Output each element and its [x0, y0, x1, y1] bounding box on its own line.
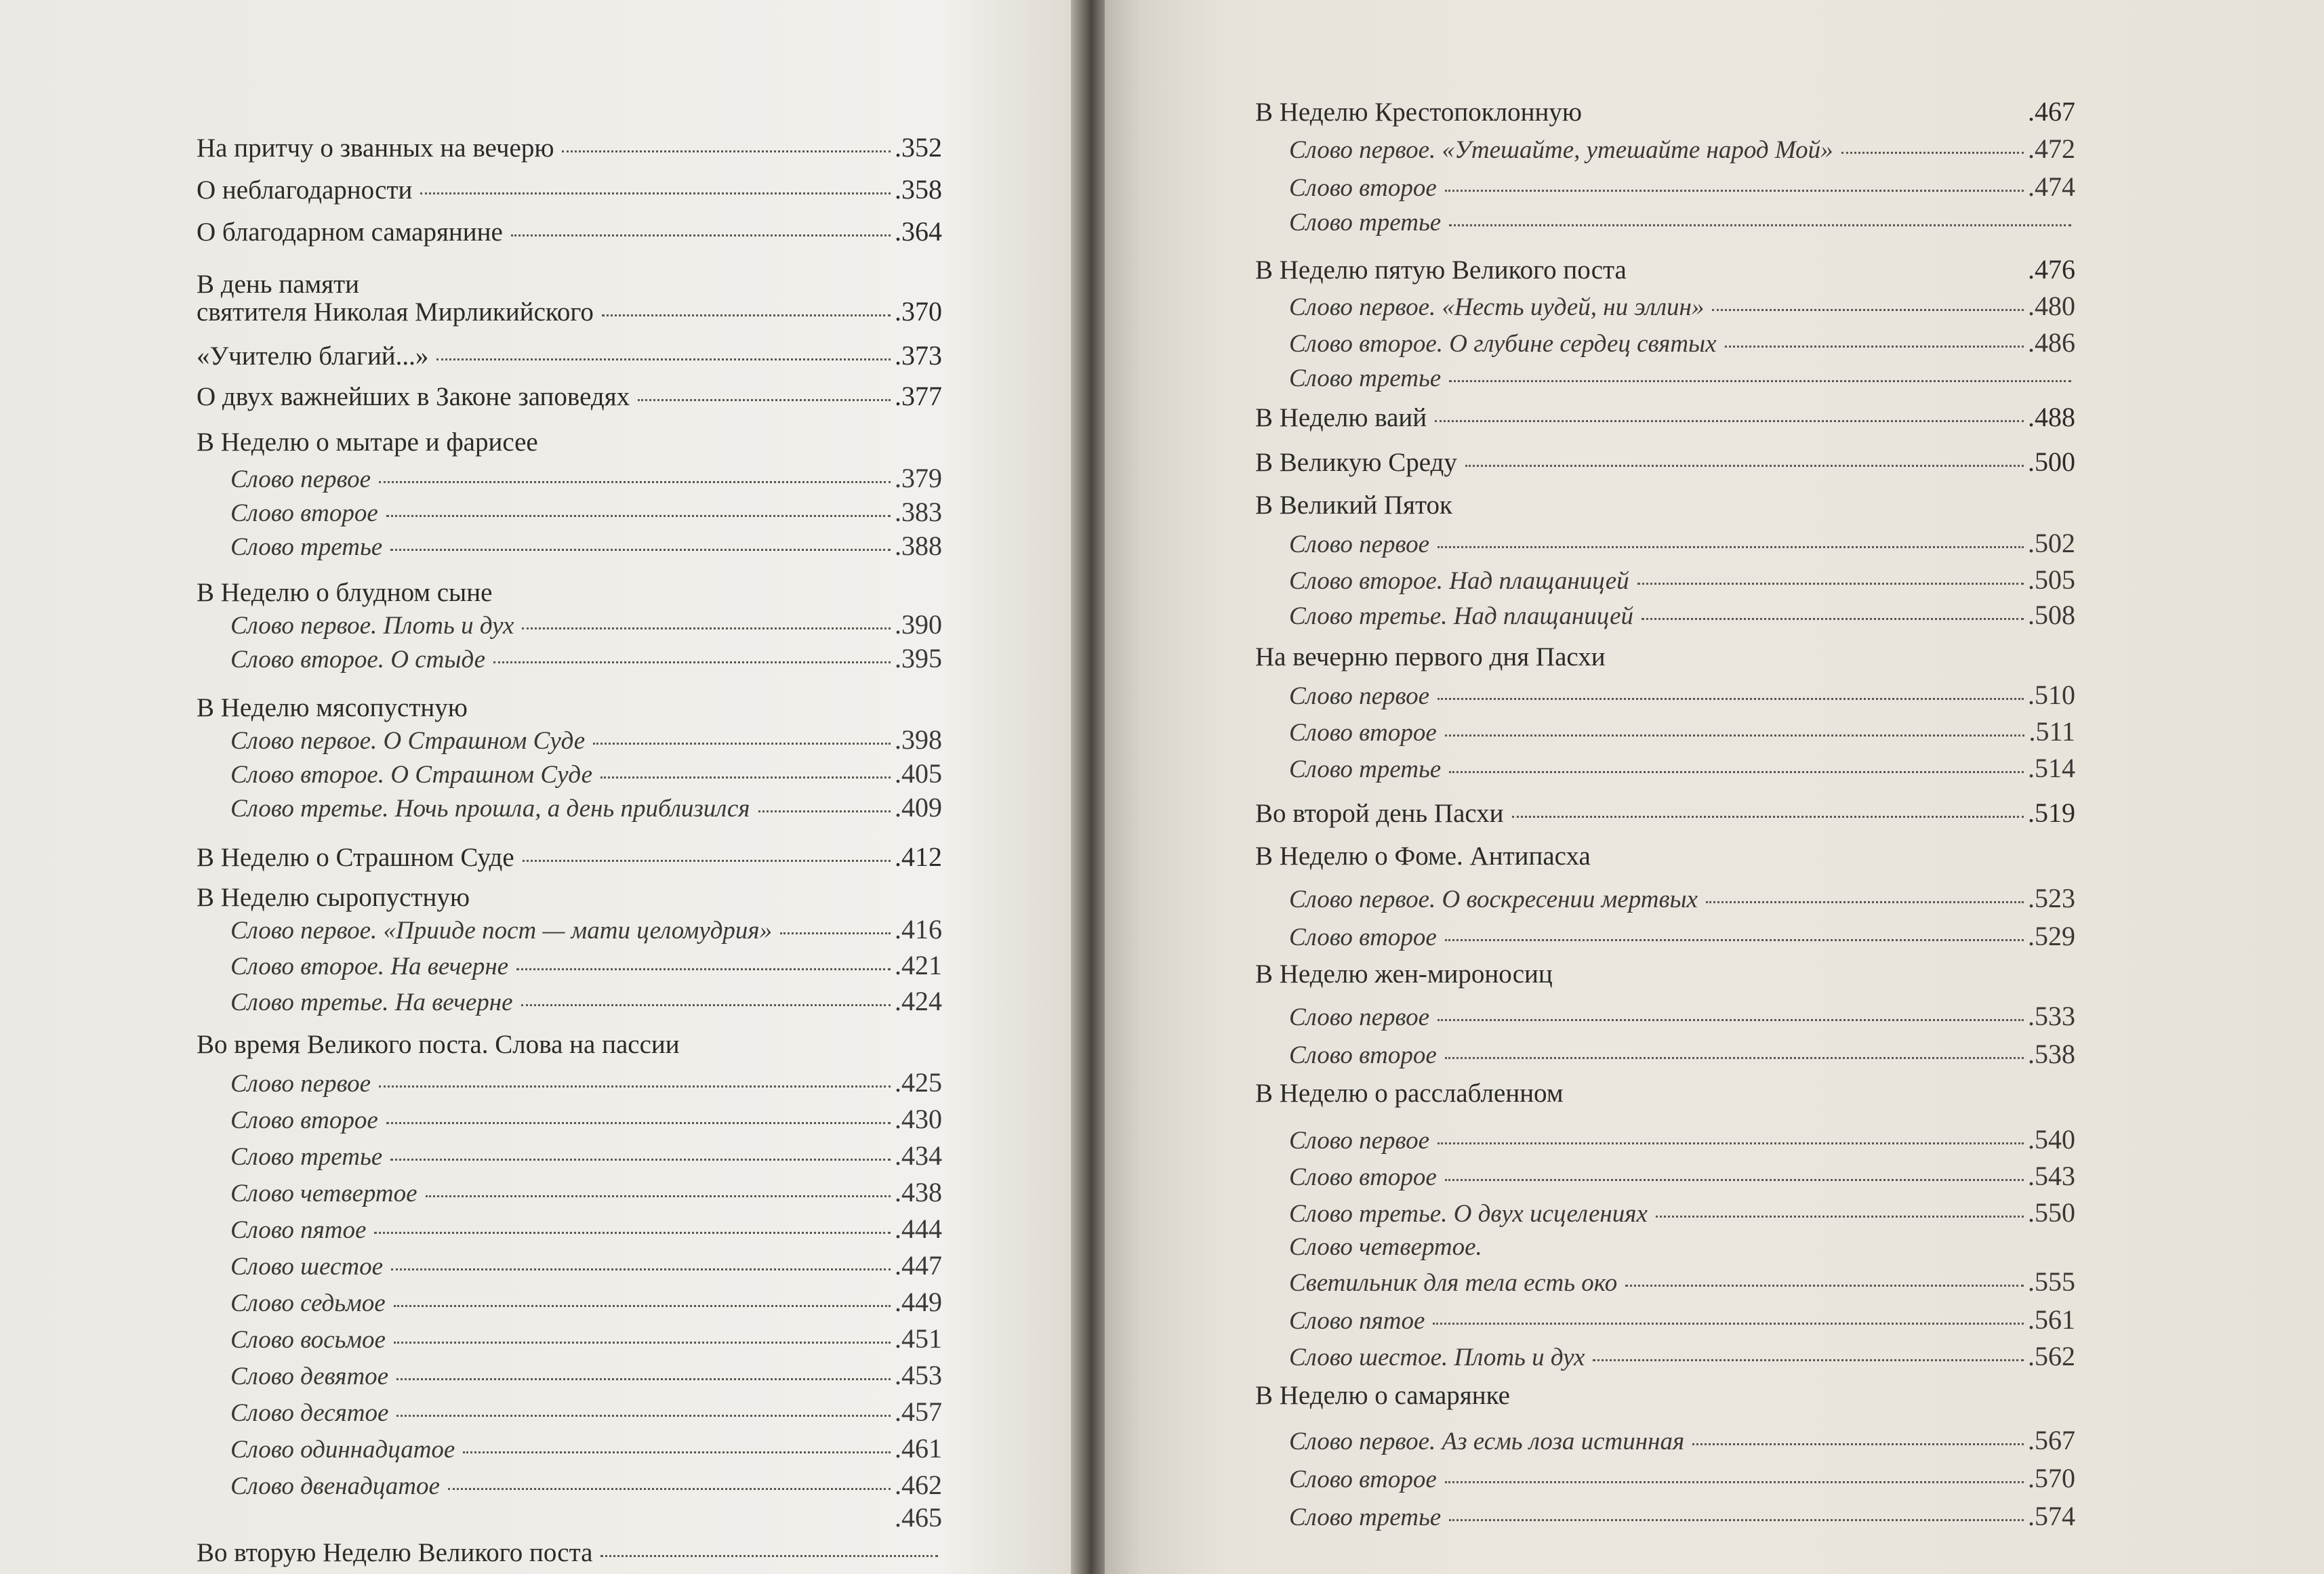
toc-entry-page: .388	[895, 531, 942, 561]
toc-entry-title: В Неделю пятую Великого поста	[1255, 255, 1627, 285]
toc-entry-page: .424	[895, 986, 942, 1016]
toc-entry-page: .352	[895, 132, 942, 163]
toc-entry-page: .540	[2028, 1124, 2075, 1155]
toc-subentry	[1289, 923, 2075, 950]
toc-entry-title: Слово первое	[1289, 682, 1430, 710]
toc-subentry	[1289, 293, 2075, 320]
toc-subentry	[1289, 329, 2075, 356]
leader-dots	[1692, 1443, 2024, 1445]
toc-entry-title: О благодарном самарянине	[197, 218, 503, 247]
toc-entry-title: Слово второе	[1289, 924, 1437, 951]
toc-entry-title: В Великую Среду	[1255, 448, 1457, 477]
toc-entry-title: Слово третье	[1289, 365, 1442, 392]
toc-entry-page: .550	[2028, 1197, 2075, 1228]
toc-entry	[197, 176, 942, 203]
toc-entry-title: Слово второе. Над плащаницей	[1289, 567, 1629, 595]
toc-entry-page: .486	[2028, 327, 2075, 358]
leader-dots	[562, 150, 891, 152]
leader-dots	[1445, 1481, 2024, 1483]
toc-entry-page: .425	[895, 1067, 942, 1098]
toc-entry-title: Слово второе	[1289, 719, 1437, 747]
toc-entry-page: .358	[895, 174, 942, 205]
toc-entry-heading	[197, 579, 942, 606]
toc-entry	[1255, 404, 2075, 431]
toc-entry-page: .390	[895, 609, 942, 640]
toc-subentry	[1289, 133, 2075, 164]
toc-entry-heading	[197, 271, 942, 297]
toc-entry	[197, 1539, 942, 1566]
toc-entry-page: .438	[895, 1177, 942, 1207]
toc-subentry	[1289, 602, 2075, 629]
book-gutter	[1071, 0, 1105, 1574]
leader-dots	[1512, 816, 2024, 818]
toc-entry-title: Слово первое. Аз есмь лоза истинная	[1289, 1428, 1685, 1455]
toc-entry-page: .567	[2028, 1425, 2075, 1455]
leader-dots	[1445, 939, 2024, 941]
toc-subentry	[1289, 1041, 2075, 1068]
toc-entry-page: .488	[2028, 402, 2075, 432]
leader-dots	[522, 627, 891, 629]
toc-entry-heading	[1255, 1382, 2075, 1409]
leader-dots	[602, 314, 891, 316]
toc-entry-title: Слово второе	[230, 1106, 378, 1134]
toc-entry	[1255, 256, 2075, 283]
toc-subentry	[230, 1106, 942, 1133]
toc-entry-page: .373	[895, 340, 942, 371]
toc-subentry	[1289, 366, 2075, 391]
toc-entry	[197, 134, 942, 161]
toc-subentry	[1289, 1268, 2075, 1296]
leader-dots	[391, 1268, 891, 1270]
toc-subentry	[1289, 1003, 2075, 1030]
leader-dots	[420, 192, 891, 194]
toc-subentry	[1289, 210, 2075, 235]
toc-entry-title: Слово четвертое	[230, 1180, 417, 1207]
toc-entry-title: Слово третье. На вечерне	[230, 989, 513, 1016]
toc-subentry	[230, 988, 942, 1015]
toc-entry-page: .465	[895, 1502, 942, 1533]
toc-subentry	[230, 1216, 942, 1243]
toc-subentry	[1289, 885, 2075, 912]
toc-subentry	[230, 1325, 942, 1352]
toc-entry-page: .519	[2028, 798, 2075, 828]
toc-subentry	[230, 1179, 942, 1206]
toc-entry-heading	[1255, 843, 2075, 869]
toc-entry-page: .561	[2028, 1304, 2075, 1335]
toc-subentry	[230, 1504, 942, 1531]
toc-entry-title: Слово второе. О Страшном Суде	[230, 761, 593, 789]
toc-subentry	[1289, 530, 2075, 557]
toc-entry-page: .412	[895, 842, 942, 872]
toc-entry-page: .538	[2028, 1039, 2075, 1069]
toc-entry-title: Слово третье	[1289, 1504, 1442, 1531]
toc-entry-title: Во второй день Пасхи	[1255, 799, 1504, 828]
toc-entry-title: В Неделю о самарянке	[1255, 1381, 1510, 1410]
toc-entry-title: Слово первое	[1289, 1003, 1430, 1031]
leader-dots	[516, 968, 891, 970]
toc-entry-page: .409	[895, 792, 942, 823]
toc-entry-title: О двух важнейших в Законе заповедях	[197, 382, 630, 411]
toc-entry-page: .453	[895, 1360, 942, 1390]
toc-entry-page: .543	[2028, 1161, 2075, 1191]
toc-entry-title: Слово первое. «Несть иудей, ни эллин»	[1289, 293, 1705, 321]
toc-entry-heading	[197, 1031, 942, 1058]
toc-entry-page: .514	[2028, 753, 2075, 783]
toc-entry-heading	[197, 884, 942, 911]
toc-subentry	[1289, 173, 2075, 201]
toc-entry-title: Слово первое. «Прииде пост — мати целомудрия»	[230, 917, 773, 945]
leader-dots	[1642, 618, 2024, 620]
toc-subentry	[1289, 718, 2075, 745]
leader-dots	[448, 1488, 891, 1490]
toc-entry-title: Слово второе	[1289, 1163, 1437, 1191]
toc-entry-page: .447	[895, 1250, 942, 1281]
toc-subentry	[230, 465, 942, 492]
toc-subentry	[1289, 1163, 2075, 1190]
leader-dots	[600, 776, 891, 779]
toc-entry	[197, 844, 942, 871]
toc-subentry	[230, 1142, 942, 1169]
toc-entry-title: Слово второе	[230, 499, 378, 527]
toc-entry-page: .461	[895, 1433, 942, 1464]
leader-dots	[1445, 1057, 2024, 1059]
toc-entry-page: .562	[2028, 1341, 2075, 1371]
toc-entry-title: Слово первое. О воскресении мертвых	[1289, 886, 1698, 913]
toc-entry-page: .434	[895, 1140, 942, 1171]
leader-dots	[758, 810, 891, 812]
leader-dots	[523, 860, 891, 862]
toc-entry	[1255, 449, 2075, 476]
leader-dots	[1438, 698, 2024, 700]
toc-entry-page: .451	[895, 1323, 942, 1354]
toc-entry-page: .405	[895, 758, 942, 789]
leader-dots	[1445, 1179, 2024, 1181]
toc-entry-page: .533	[2028, 1001, 2075, 1031]
toc-entry-page: .476	[2028, 254, 2075, 285]
toc-subentry	[230, 794, 942, 821]
toc-entry-title: Слово первое	[230, 1070, 371, 1098]
toc-entry-title-line2: святителя Николая Мирликийского	[197, 297, 594, 327]
toc-subentry	[1289, 682, 2075, 709]
toc-subentry	[230, 1289, 942, 1316]
toc-subentry	[230, 952, 942, 979]
toc-entry	[1255, 98, 2075, 125]
leader-dots	[521, 1004, 891, 1006]
leader-dots	[1706, 901, 2024, 903]
toc-subentry	[230, 1069, 942, 1096]
toc-entry-title: «Учителю благий...»	[197, 341, 429, 371]
leader-dots	[1841, 152, 2024, 154]
toc-subentry	[230, 499, 942, 526]
leader-dots	[1445, 734, 2025, 737]
toc-entry-title: Слово первое. Плоть и дух	[230, 612, 514, 640]
leader-dots	[1433, 1323, 2024, 1325]
toc-entry-title: Слово пятое	[230, 1216, 367, 1244]
toc-entry-title: Слово третье	[1289, 755, 1442, 783]
toc-entry-title: В Великий Пяток	[1255, 491, 1452, 520]
toc-entry-title: Слово девятое	[230, 1363, 389, 1390]
toc-entry-title: В Неделю о расслабленном	[1255, 1079, 1564, 1108]
leader-dots	[463, 1451, 891, 1453]
toc-subentry	[1289, 1199, 2075, 1226]
toc-subentry	[1289, 1465, 2075, 1492]
leader-dots	[1465, 465, 2024, 467]
toc-entry-title: На вечерню первого дня Пасхи	[1255, 642, 1606, 671]
toc-entry-page: .474	[2028, 171, 2075, 202]
toc-entry	[197, 218, 942, 245]
toc-entry-title: В Неделю сыропустную	[197, 883, 470, 912]
leader-dots	[638, 399, 891, 401]
toc-entry-title: Слово второе	[1289, 174, 1437, 202]
leader-dots	[600, 1555, 938, 1557]
leader-dots	[394, 1305, 891, 1307]
toc-entry-heading	[1255, 492, 2075, 518]
leader-dots	[1637, 583, 2024, 585]
toc-entry-page: .574	[2028, 1501, 2075, 1531]
leader-dots	[1656, 1216, 2024, 1218]
toc-entry-heading	[197, 695, 942, 721]
toc-entry-heading	[1255, 644, 2075, 670]
toc-entry-page: .395	[895, 643, 942, 674]
toc-entry-page: .529	[2028, 921, 2075, 951]
toc-entry-page: .377	[895, 381, 942, 411]
toc-subentry	[230, 916, 942, 943]
leader-dots	[493, 661, 891, 663]
toc-subentry	[230, 1472, 942, 1499]
toc-subentry	[230, 1362, 942, 1389]
toc-entry-title: Во время Великого поста. Слова на пассии	[197, 1030, 680, 1059]
toc-subentry	[230, 760, 942, 787]
toc-entry-heading	[197, 429, 942, 455]
leader-dots	[394, 1342, 891, 1344]
toc-subentry	[230, 645, 942, 672]
toc-entry-title: Слово второе. О стыде	[230, 646, 486, 674]
toc-entry-page: .398	[895, 724, 942, 755]
leader-dots	[1438, 1142, 2024, 1144]
toc-entry-title: В Неделю о Страшном Суде	[197, 843, 514, 872]
toc-entry-page: .462	[895, 1470, 942, 1500]
toc-entry-title: Слово первое	[1289, 1127, 1430, 1155]
toc-entry-page: .430	[895, 1104, 942, 1134]
toc-entry-title: Слово третье. О двух исцелениях	[1289, 1200, 1648, 1228]
toc-entry-page: .364	[895, 216, 942, 247]
toc-subentry	[230, 726, 942, 753]
toc-entry-title-line2: Светильник для тела есть око	[1289, 1269, 1618, 1297]
toc-entry-page: .472	[2028, 133, 2075, 164]
leader-dots	[1449, 380, 2071, 382]
toc-entry-title: Слово шестое	[230, 1253, 384, 1281]
toc-entry-title: В Неделю о мытаре и фарисее	[197, 428, 538, 457]
toc-subentry	[1289, 1427, 2075, 1454]
toc-entry-title: Слово одиннадцатое	[230, 1436, 455, 1464]
toc-entry-title: О неблагодарности	[197, 175, 413, 205]
leader-dots	[374, 1232, 891, 1234]
toc-entry-title: Слово четвертое.	[1289, 1233, 1482, 1261]
toc-entry-title: Слово третье	[230, 1143, 383, 1171]
leader-dots	[1445, 190, 2024, 192]
toc-entry-page: .467	[2028, 96, 2075, 127]
toc-subentry	[230, 611, 942, 638]
toc-entry-title: Слово третье	[230, 533, 383, 561]
leader-dots	[379, 481, 891, 483]
left-page	[0, 0, 1071, 1574]
toc-entry-title: Слово второе. О глубине сердец святых	[1289, 330, 1717, 358]
leader-dots	[379, 1085, 891, 1088]
toc-entry-heading	[1255, 961, 2075, 987]
toc-entry-title: Слово пятое	[1289, 1307, 1425, 1335]
leader-dots	[1593, 1359, 2024, 1361]
leader-dots	[1449, 1519, 2024, 1521]
toc-entry-page: .508	[2028, 600, 2075, 630]
leader-dots	[1712, 309, 2024, 311]
toc-entry-title: В Неделю ваий	[1255, 403, 1427, 432]
toc-entry-page: .444	[895, 1214, 942, 1244]
toc-entry-title: Слово первое. О Страшном Суде	[230, 727, 586, 755]
toc-entry-title: Слово второе. На вечерне	[230, 953, 509, 980]
leader-dots	[386, 515, 891, 517]
leader-dots	[511, 234, 891, 236]
toc-entry-title: В Неделю о блудном сыне	[197, 578, 493, 607]
toc-entry-title: Слово десятое	[230, 1399, 389, 1427]
leader-dots	[1449, 224, 2071, 226]
toc-entry-title: На притчу о званных на вечерю	[197, 133, 554, 163]
toc-entry-heading	[1289, 1235, 2075, 1260]
toc-entry-page: .416	[895, 914, 942, 945]
toc-entry-title: Слово второе	[1289, 1041, 1437, 1069]
toc-entry	[197, 342, 942, 369]
toc-entry-title: Слово второе	[1289, 1466, 1437, 1493]
leader-dots	[1725, 346, 2024, 348]
toc-entry-page: .370	[895, 296, 942, 327]
leader-dots	[390, 549, 891, 551]
toc-entry-page: .555	[2028, 1266, 2075, 1297]
toc-entry-heading	[1255, 1080, 2075, 1106]
toc-entry-title: Слово двенадцатое	[230, 1472, 440, 1500]
toc-entry-title: Слово восьмое	[230, 1326, 386, 1354]
leader-dots	[386, 1122, 891, 1124]
toc-entry-title: Во вторую Неделю Великого поста	[197, 1538, 593, 1567]
leader-dots	[780, 932, 891, 934]
toc-entry-title: Слово третье	[1289, 209, 1442, 236]
leader-dots	[396, 1415, 891, 1417]
toc-entry	[1255, 800, 2075, 827]
toc-entry-title: Слово шестое. Плоть и дух	[1289, 1344, 1585, 1371]
leader-dots	[436, 358, 891, 360]
toc-entry-page: .457	[895, 1396, 942, 1427]
toc-subentry	[1289, 1126, 2075, 1153]
toc-entry-page: .383	[895, 497, 942, 527]
leader-dots	[1435, 420, 2024, 422]
toc-entry-title: В день памяти	[197, 270, 360, 299]
leader-dots	[1449, 771, 2024, 773]
toc-entry-title: Слово первое	[1289, 531, 1430, 558]
leader-dots	[1438, 546, 2024, 548]
toc-subentry	[1289, 755, 2075, 782]
toc-entry-title: В Неделю Крестопоклонную	[1255, 98, 1583, 127]
toc-entry-title: Слово третье. Над плащаницей	[1289, 602, 1634, 630]
toc-subentry	[1289, 566, 2075, 594]
toc-entry-page: .511	[2029, 716, 2075, 747]
leader-dots	[593, 743, 891, 745]
toc-entry-page: .570	[2028, 1463, 2075, 1493]
toc-entry-title: В Неделю жен-мироносиц	[1255, 959, 1553, 989]
toc-entry-page: .500	[2028, 447, 2075, 477]
toc-subentry	[230, 1435, 942, 1462]
toc-entry-title: Слово седьмое	[230, 1289, 386, 1317]
toc-subentry	[1289, 1343, 2075, 1370]
toc-entry-page: .379	[895, 463, 942, 493]
toc-subentry	[230, 1252, 942, 1279]
toc-entry	[197, 383, 942, 410]
toc-subentry	[1289, 1503, 2075, 1530]
toc-subentry	[230, 533, 942, 560]
toc-entry-title: Слово первое	[230, 465, 371, 493]
leader-dots	[426, 1195, 891, 1197]
toc-entry	[197, 298, 942, 325]
toc-entry-page: .421	[895, 950, 942, 980]
toc-entry-page: .505	[2028, 564, 2075, 595]
leader-dots	[1625, 1285, 2024, 1287]
toc-entry-title: В Неделю мясопустную	[197, 693, 468, 722]
toc-entry-page: .449	[895, 1287, 942, 1317]
toc-entry-page: .480	[2028, 291, 2075, 321]
toc-entry-title: Слово первое. «Утешайте, утешайте народ Мой»	[1289, 136, 1833, 164]
toc-entry-title: Слово третье. Ночь прошла, а день приблизился	[230, 795, 750, 823]
right-page	[1105, 0, 2324, 1574]
toc-entry-page: .523	[2028, 883, 2075, 913]
leader-dots	[1438, 1019, 2024, 1021]
leader-dots	[390, 1159, 891, 1161]
toc-entry-page: .510	[2028, 680, 2075, 710]
toc-entry-page: .502	[2028, 528, 2075, 558]
toc-subentry	[1289, 1306, 2075, 1333]
toc-subentry	[230, 1396, 942, 1427]
leader-dots	[396, 1378, 891, 1380]
toc-entry-title: В Неделю о Фоме. Антипасха	[1255, 842, 1591, 871]
